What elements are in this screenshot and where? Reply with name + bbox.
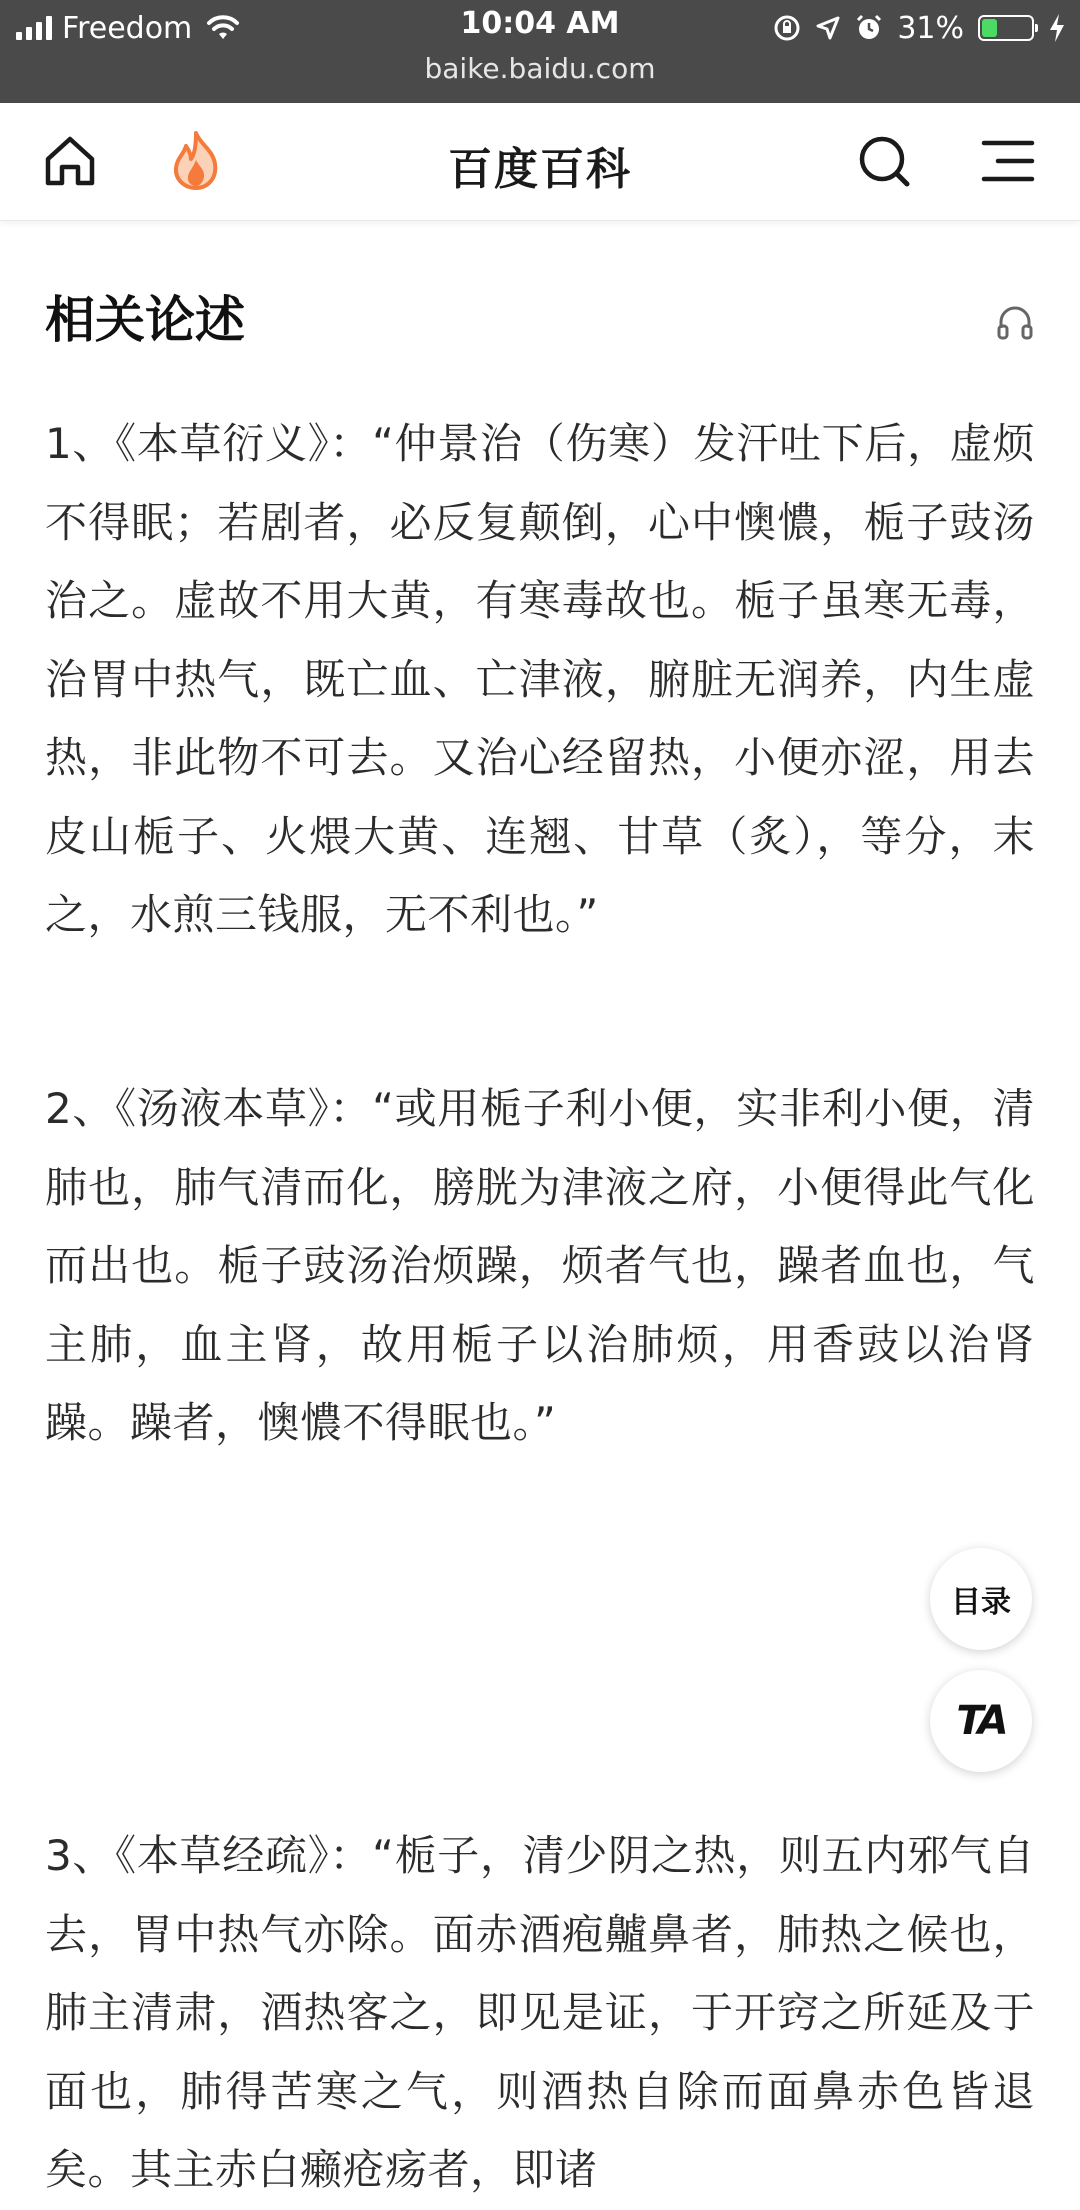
location-icon bbox=[815, 15, 841, 41]
status-bar bbox=[0, 0, 1080, 103]
carrier-name: Freedom bbox=[62, 10, 193, 46]
charging-icon bbox=[1048, 13, 1066, 43]
paragraph-1: 1、《本草衍义》：“仲景治（伤寒）发汗吐下后，虚烦不得眠；若剧者，必反复颠倒，心中懊憹，栀子豉汤治之。虚故不用大黄，有寒毒故也。栀子虽寒无毒，治胃中热气，既亡血、亡津液，腑脏无润养，内生虚热，非此物不可去。又治心经留热，小便亦涩，用去皮山栀子、火煨大黄、连翘、甘草（炙），等分，末之，水煎三钱服，无不利也。” bbox=[45, 419, 1035, 939]
site-title: 百度百科 bbox=[448, 144, 632, 195]
menu-button[interactable] bbox=[976, 129, 1040, 193]
battery-percent: 31% bbox=[897, 10, 964, 46]
status-time: 10:04 AM bbox=[460, 6, 620, 41]
top-nav bbox=[0, 103, 1080, 221]
paragraph-2: 2、《汤液本草》：“或用栀子利小便，实非利小便，清肺也，肺气清而化，膀胱为津液之府，小便得此气化而出也。栀子豉汤治烦躁，烦者气也，躁者血也，气主肺，血主肾，故用栀子以治肺烦，用香豉以治肾躁。躁者，懊憹不得眠也。” bbox=[45, 1084, 1035, 1447]
status-right bbox=[773, 8, 1066, 48]
search-icon bbox=[856, 133, 912, 189]
battery-icon bbox=[978, 15, 1034, 41]
rotation-lock-icon bbox=[773, 14, 801, 42]
font-size-button[interactable]: TA bbox=[930, 1670, 1032, 1772]
battery-fill bbox=[982, 19, 997, 37]
menu-icon bbox=[980, 137, 1036, 185]
headphones-icon[interactable] bbox=[995, 302, 1035, 342]
paragraph-3: 3、《本草经疏》：“栀子，清少阴之热，则五内邪气自去，胃中热气亦除。面赤酒疱齇鼻者，肺热之候也，肺主清肃，酒热客之，即见是证，于开窍之所延及于面也，肺得苦寒之气，则酒热自除而面鼻赤色皆退矣。其主赤白癞疮疡者，即诸 bbox=[45, 1831, 1035, 2194]
search-button[interactable] bbox=[852, 129, 916, 193]
section-title: 相关论述 bbox=[45, 291, 245, 349]
alarm-icon bbox=[855, 14, 883, 42]
toc-button[interactable]: 目录 bbox=[930, 1548, 1032, 1650]
url-label[interactable]: baike.baidu.com bbox=[424, 52, 656, 85]
